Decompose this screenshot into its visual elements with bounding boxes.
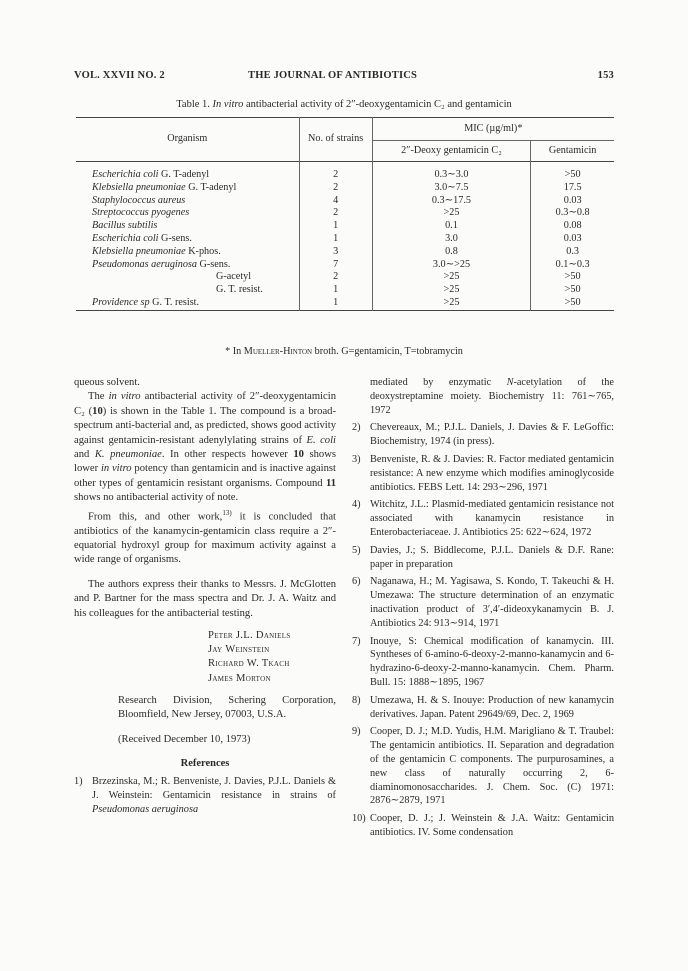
text-run: shows no antibacterial activity of note. [74, 492, 239, 504]
cell-organism [76, 259, 299, 272]
strain-type: G. T. resist. [216, 284, 263, 296]
table-row [76, 195, 614, 208]
paragraph-continuation: queous solvent. [74, 377, 140, 388]
cell-organism [76, 195, 299, 208]
text-run: it is concluded that antibiotics of the kanamycin-gentamicin class require a 2″-equatorial hydroxyl group for maximum activity against a wide range of organisms. [74, 511, 336, 566]
cell-organism [76, 220, 299, 233]
author-name: Jay Weinstein [208, 644, 270, 656]
mic-table [76, 117, 614, 311]
organism-name: Pseudomonas aeruginosa [92, 258, 197, 270]
cell-strains: 2 [299, 162, 372, 182]
table-row [76, 220, 614, 233]
cell-deoxy: 0.3∼3.0 [372, 162, 531, 182]
cell-deoxy: >25 [372, 297, 531, 310]
paragraph-activity [74, 390, 336, 505]
organism-name: Klebsiella pneumoniae [92, 245, 186, 257]
footnote-star: * [225, 346, 231, 357]
reference-number: 2) [352, 422, 361, 434]
paragraph-acknowledgements: The authors express their thanks to Messrs. J. McGlotten and P. Bartner for the mass spectra and Dr. J. A. Waitz and his colleagues for the antibacterial testing. [74, 578, 336, 619]
table-row [76, 162, 614, 182]
table-row [76, 284, 614, 297]
reference-number: 10) [352, 813, 366, 825]
cell-strains: 3 [299, 246, 372, 259]
cell-organism [76, 207, 299, 220]
organism-name: Bacillus subtilis [92, 220, 158, 232]
reference-text: Brzezinska, M.; R. Benveniste, J. Davies, P.J.L. Daniels & J. Weinstein: Gentamicin resistance in strains of [92, 776, 336, 802]
text-run: From this, and other work, [88, 511, 223, 523]
header-mic: MIC (µg/ml)* [464, 122, 523, 134]
reference-number: 9) [352, 726, 361, 738]
reference-item [352, 575, 614, 630]
reference-number: 1) [74, 776, 83, 788]
table-row [76, 259, 614, 272]
author-name: Richard W. Tkach [208, 658, 290, 670]
strain-type: G-acetyl [216, 271, 252, 283]
cell-gentamicin: 0.08 [563, 220, 582, 232]
cell-deoxy: 3.0 [372, 233, 531, 246]
table-row [76, 271, 614, 284]
cell-gentamicin: 0.3∼0.8 [555, 207, 590, 219]
cell-deoxy: 0.1 [372, 220, 531, 233]
reference-text: Umezawa, H. & S. Inouye: Production of new kanamycin derivatives. Japan. Patent 29649/69, Dec. 2, 1969 [370, 694, 614, 720]
reference-continuation [352, 376, 614, 417]
text-run: . In other respects however [161, 449, 294, 461]
reference-text: -acetylation of the deoxystreptamine moiety. Biochemistry 11: 761∼765, 1972 [370, 377, 614, 416]
reference-text: mediated by enzymatic [370, 377, 507, 388]
compound-number: 10 [293, 449, 304, 461]
text-run: in vitro [108, 391, 141, 403]
organism-name: Staphylococcus aureus [92, 194, 186, 206]
affiliation: Research Division, Schering Corporation, Bloomfield, New Jersey, 07003, U.S.A. [118, 694, 336, 721]
reference-item [352, 453, 614, 494]
cell-gentamicin: 0.1∼0.3 [555, 258, 590, 270]
strain-type: G-sens. [199, 258, 231, 270]
reference-number: 6) [352, 576, 361, 588]
reference-item [352, 812, 614, 840]
reference-number: 4) [352, 499, 361, 511]
cell-deoxy: >25 [372, 271, 531, 284]
text-run: The [88, 391, 109, 403]
citation-superscript: 13) [222, 508, 232, 517]
table-footnote [74, 346, 614, 357]
strain-type: G. T-adenyl [161, 169, 210, 180]
reference-number: 7) [352, 635, 361, 647]
reference-text: Witchitz, J.L.: Plasmid-mediated gentamicin resistance not associated with kanamycin resistance in Enterobacteriaceae. J. Antibiotics 25: 622∼624, 1972 [370, 499, 614, 538]
cell-organism [76, 284, 299, 297]
text-run: E. coli [306, 434, 336, 446]
compound-number: 10 [92, 405, 103, 417]
footnote-post: broth. G=gentamicin, T=tobramycin [314, 346, 463, 357]
table-row [76, 246, 614, 259]
cell-gentamicin: 0.3 [566, 245, 579, 257]
cell-deoxy: >25 [372, 207, 531, 220]
strain-type: K-phos. [188, 245, 221, 257]
cell-strains: 2 [299, 182, 372, 195]
cell-deoxy: >25 [372, 284, 531, 297]
right-column [352, 376, 614, 844]
organism-name: Escherichia coli [92, 232, 159, 244]
reference-text: Chevereaux, M.; P.J.L. Daniels, J. Davies & F. LeGoffic: Biochemistry, 1974 (in press). [370, 422, 614, 448]
reference-text: Naganawa, H.; M. Yagisawa, S. Kondo, T. Takeuchi & H. Umezawa: The structure determination of an enzymatic inactivation product of 3′,4′-dideoxykanamycin B. J. Antibiotics 24: 913∼914, 1971 [370, 576, 614, 629]
cell-gentamicin: >50 [564, 284, 581, 296]
header-strains: No. of strains [299, 118, 372, 162]
text-run: K. pneumoniae [94, 449, 162, 461]
cell-strains: 7 [299, 259, 372, 272]
text-run: and [74, 449, 95, 461]
cell-strains: 2 [299, 207, 372, 220]
received-date: (Received December 10, 1973) [118, 733, 251, 745]
cell-strains: 4 [299, 195, 372, 208]
cell-strains: 2 [299, 271, 372, 284]
organism-name: Escherichia coli [92, 169, 159, 180]
cell-deoxy: 3.0∼7.5 [372, 182, 531, 195]
cell-gentamicin: >50 [564, 169, 581, 180]
page-number: 153 [597, 70, 614, 81]
reference-item [352, 694, 614, 722]
cell-strains: 1 [299, 284, 372, 297]
table-row [76, 233, 614, 246]
table-row [76, 182, 614, 195]
reference-text: Cooper, D. J.; J. Weinstein & J.A. Waitz: Gentamicin antibiotics. IV. Some condensation [370, 813, 614, 838]
reference-number: 8) [352, 694, 361, 706]
reference-item [352, 498, 614, 539]
cell-gentamicin: >50 [564, 271, 581, 283]
reference-number: 5) [352, 544, 361, 556]
references-heading: References [180, 758, 230, 770]
reference-item [74, 775, 336, 816]
strain-type: G. T. resist. [152, 296, 200, 308]
strain-type: G. T-adenyl [188, 181, 237, 193]
author-name: Peter J.L. Daniels [208, 630, 291, 642]
cell-organism [76, 233, 299, 246]
table-row [76, 207, 614, 220]
compound-number: 11 [325, 477, 336, 489]
cell-organism [76, 297, 299, 310]
text-run: in vitro [100, 463, 132, 475]
reference-text: N [506, 377, 514, 388]
text-run: ) is shown in the Table 1. The compound is a broad-spectrum anti-bacterial and, as predicted, shows good activity against gentamicin-resistant adenylylating strains of [74, 405, 337, 446]
reference-text: Benveniste, R. & J. Davies: R. Factor mediated gentamicin resistance: A new enzyme which modifies aminoglycoside antibiotics. FEBS Lett. 14: 293∼296, 1971 [370, 453, 614, 493]
strain-type: G-sens. [161, 232, 192, 244]
reference-text: Davies, J.; S. Biddlecome, P.J.L. Daniels & D.F. Rane: paper in preparation [370, 544, 614, 570]
cell-gentamicin: 17.5 [563, 181, 582, 193]
cell-organism [76, 271, 299, 284]
cell-deoxy: 0.3∼17.5 [372, 195, 531, 208]
footnote-medium: Mueller-Hinton [243, 346, 313, 357]
cell-deoxy: 3.0∼>25 [372, 259, 531, 272]
cell-gentamicin: 0.03 [563, 232, 582, 244]
cell-gentamicin: 0.03 [563, 194, 582, 206]
journal-title: THE JOURNAL OF ANTIBIOTICS [248, 70, 418, 81]
reference-item [352, 421, 614, 449]
organism-name: Klebsiella pneumoniae [92, 181, 186, 193]
running-header [74, 70, 614, 86]
reference-text: Pseudomonas aeruginosa [92, 804, 199, 816]
table-caption-prefix: Table 1. [176, 99, 210, 110]
cell-organism [76, 162, 299, 182]
volume-number: VOL. XXVII NO. 2 [74, 70, 165, 81]
cell-organism [76, 246, 299, 259]
header-gentamicin: Gentamicin [531, 141, 614, 162]
table-caption-italic: In vitro [212, 99, 244, 110]
reference-text: Inouye, S: Chemical modification of kanamycin. III. Syntheses of 6-amino-6-deoxy-2-manno-kanamycin and 6-hydrazino-6-deoxy-2-manno-kanamycin. Chem. Pharm. Bull. 15: 1888∼1895, 1967 [370, 635, 614, 688]
header-organism: Organism [167, 133, 208, 145]
author-list [74, 629, 336, 686]
reference-number: 3) [352, 453, 361, 465]
cell-strains: 1 [299, 220, 372, 233]
cell-deoxy: 0.8 [372, 246, 531, 259]
reference-text: Cooper, D. J.; M.D. Yudis, H.M. Marigliano & T. Traubel: The gentamicin antibiotics. II. Separation and degradation of the gentamicin C components. The purpurosamines, a new class of naturally occurring 2, 6-diaminomonosaccharides. J. Chem. Soc. (C) 1971: 2876∼2879, 1971 [370, 726, 614, 807]
text-run: antibacterial activity of 2″-deoxygentamicin C₂ ( [74, 391, 336, 417]
text-run: shows lower [74, 449, 336, 475]
header-deoxy: 2″-Deoxy gentamicin C₂ [372, 141, 531, 162]
reference-item [352, 544, 614, 572]
cell-gentamicin: >50 [564, 296, 581, 308]
table-body [76, 162, 614, 311]
cell-strains: 1 [299, 233, 372, 246]
footnote-pre: In [232, 346, 242, 357]
organism-name: Providence sp [92, 296, 150, 308]
table-caption-text: antibacterial activity of 2″-deoxygentamicin C₂ and gentamicin [245, 99, 512, 110]
reference-list [352, 421, 614, 839]
table-row [76, 297, 614, 310]
reference-item [352, 725, 614, 808]
cell-strains: 1 [299, 297, 372, 310]
cell-organism [76, 182, 299, 195]
table-caption [74, 99, 614, 110]
organism-name: Streptococcus pyogenes [92, 207, 190, 219]
author-name: James Morton [208, 672, 271, 684]
paragraph-conclusion [74, 506, 336, 568]
reference-item [352, 635, 614, 690]
left-column [74, 376, 336, 821]
text-run: potency than gentamicin and is inactive against other types of gentamicin resistant organisms. Compound [74, 463, 336, 489]
